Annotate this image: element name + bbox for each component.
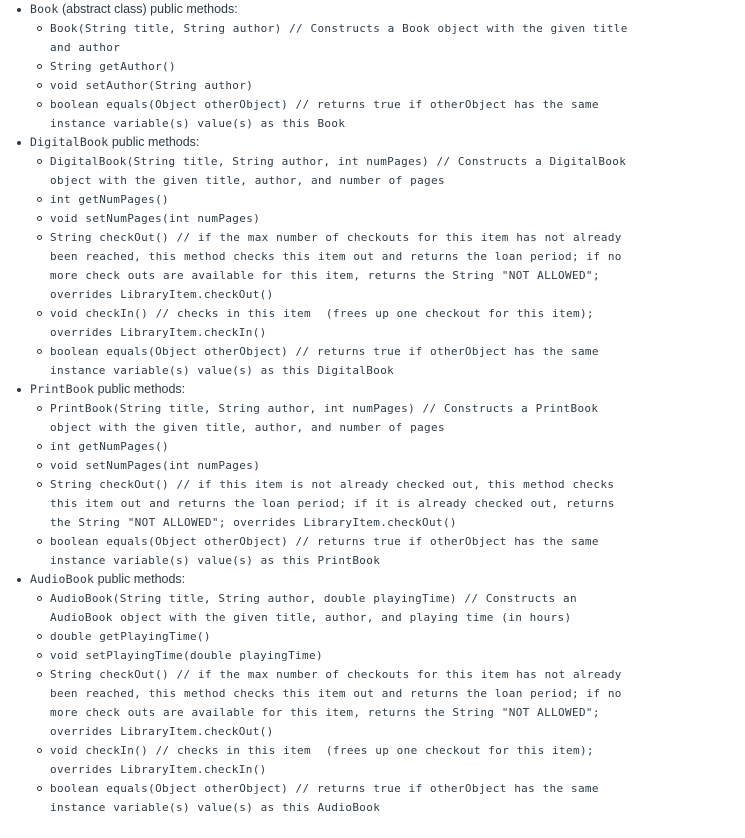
method-text-line: boolean equals(Object otherObject) // returns true if otherObject has the same [50,98,599,111]
bullet-circle-icon [37,216,42,221]
bullet-circle-icon [37,349,42,354]
bullet-disc-icon [17,141,21,145]
class-name: AudioBook [30,572,95,586]
method-text-line: instance variable(s) value(s) as this PrintBook [50,554,381,567]
bullet-disc-icon [17,388,21,392]
bullet-circle-icon [37,748,42,753]
method-item [30,741,715,779]
class-heading [30,133,745,152]
method-text-line: void setPlayingTime(double playingTime) [50,649,323,662]
bullet-circle-icon [37,463,42,468]
method-item [30,665,715,741]
method-list [30,19,745,133]
bullet-circle-icon [37,26,42,31]
method-item [30,342,715,380]
method-text-line: overrides LibraryItem.checkOut() [50,288,274,301]
class-heading-suffix: public methods: [108,135,200,149]
class-name: Book [30,2,59,16]
method-item [30,95,715,133]
method-text-line: void checkIn() // checks in this item (frees up one checkout for this item); [50,307,594,320]
class-section [0,570,745,817]
method-text-line: String checkOut() // if the max number of checkouts for this item has not already [50,668,622,681]
method-item [30,209,715,228]
method-text-line: void setNumPages(int numPages) [50,212,261,225]
method-text-line: AudioBook object with the given title, author, and playing time (in hours) [50,611,572,624]
method-text-line: String getAuthor() [50,60,177,73]
method-text-line: void setNumPages(int numPages) [50,459,261,472]
bullet-circle-icon [37,235,42,240]
method-text-line: boolean equals(Object otherObject) // returns true if otherObject has the same [50,535,599,548]
class-section [0,380,745,570]
method-text-line: Book(String title, String author) // Constructs a Book object with the given title [50,22,628,35]
bullet-circle-icon [37,311,42,316]
method-text-line: and author [50,41,121,54]
method-item [30,190,715,209]
method-item [30,779,715,817]
class-heading [30,570,745,589]
bullet-circle-icon [37,64,42,69]
method-text-line: instance variable(s) value(s) as this Book [50,117,346,130]
class-heading-suffix: public methods: [94,382,186,396]
method-text-line: int getNumPages() [50,440,170,453]
method-text-line: object with the given title, author, and number of pages [50,174,445,187]
method-text-line: overrides LibraryItem.checkOut() [50,725,274,738]
bullet-circle-icon [37,197,42,202]
method-text-line: this item out and returns the loan period; if it is already checked out, returns [50,497,615,510]
bullet-disc-icon [17,8,21,12]
method-text-line: more check outs are available for this item, returns the String "NOT ALLOWED"; [50,706,600,719]
class-heading [30,380,745,399]
bullet-circle-icon [37,406,42,411]
method-text-line: DigitalBook(String title, String author, int numPages) // Constructs a DigitalBook [50,155,627,168]
method-list [30,589,745,817]
bullet-circle-icon [37,482,42,487]
bullet-circle-icon [37,539,42,544]
method-list [30,399,745,570]
bullet-circle-icon [37,83,42,88]
method-text-line: AudioBook(String title, String author, double playingTime) // Constructs an [50,592,577,605]
method-item [30,19,715,57]
method-item [30,399,715,437]
method-text-line: object with the given title, author, and number of pages [50,421,445,434]
method-text-line: instance variable(s) value(s) as this DigitalBook [50,364,395,377]
method-text-line: the String "NOT ALLOWED"; overrides LibraryItem.checkOut() [50,516,457,529]
method-text-line: String checkOut() // if the max number of checkouts for this item has not already [50,231,622,244]
method-item [30,532,715,570]
method-text-line: void setAuthor(String author) [50,79,254,92]
method-item [30,437,715,456]
method-text-line: overrides LibraryItem.checkIn() [50,326,267,339]
bullet-circle-icon [37,444,42,449]
method-text-line: int getNumPages() [50,193,170,206]
bullet-circle-icon [37,634,42,639]
class-name: PrintBook [30,382,95,396]
class-heading [30,0,745,19]
method-item [30,152,715,190]
method-text-line: more check outs are available for this item, returns the String "NOT ALLOWED"; [50,269,600,282]
method-text-line: been reached, this method checks this item out and returns the loan period; if no [50,687,622,700]
method-item [30,228,715,304]
class-section [0,133,745,380]
method-text-line: boolean equals(Object otherObject) // returns true if otherObject has the same [50,345,599,358]
bullet-disc-icon [17,578,21,582]
class-heading-suffix: public methods: [94,572,186,586]
method-text-line: String checkOut() // if this item is not already checked out, this method checks [50,478,615,491]
method-text-line: been reached, this method checks this item out and returns the loan period; if no [50,250,622,263]
method-text-line: void checkIn() // checks in this item (frees up one checkout for this item); [50,744,594,757]
method-item [30,475,715,532]
method-text-line: overrides LibraryItem.checkIn() [50,763,267,776]
bullet-circle-icon [37,159,42,164]
bullet-circle-icon [37,102,42,107]
method-text-line: double getPlayingTime() [50,630,211,643]
class-name: DigitalBook [30,135,109,149]
method-item [30,646,715,665]
method-item [30,589,715,627]
method-item [30,456,715,475]
method-text-line: boolean equals(Object otherObject) // returns true if otherObject has the same [50,782,599,795]
bullet-circle-icon [37,786,42,791]
method-item [30,76,715,95]
method-text-line: instance variable(s) value(s) as this AudioBook [50,801,381,814]
method-item [30,57,715,76]
bullet-circle-icon [37,672,42,677]
method-item [30,304,715,342]
method-item [30,627,715,646]
bullet-circle-icon [37,596,42,601]
class-heading-suffix: (abstract class) public methods: [58,2,238,16]
class-section [0,0,745,133]
method-list [30,152,745,380]
method-text-line: PrintBook(String title, String author, int numPages) // Constructs a PrintBook [50,402,599,415]
bullet-circle-icon [37,653,42,658]
